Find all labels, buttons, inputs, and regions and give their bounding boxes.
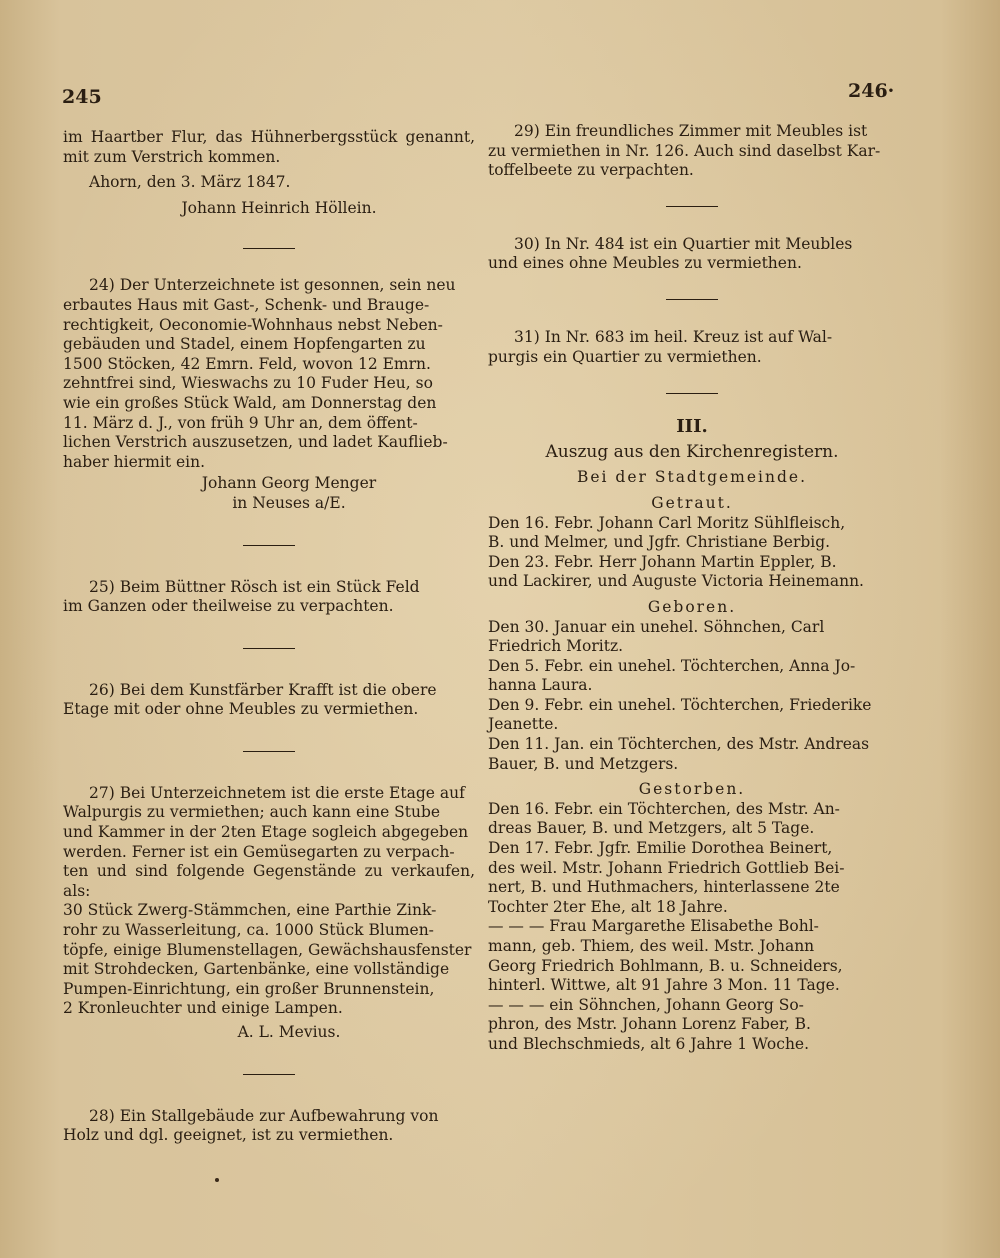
notice-line: gebäuden und Stadel, einem Hopfengarten zu xyxy=(63,335,426,354)
ink-speck xyxy=(215,1178,219,1182)
signature-menger: Johann Georg Menger xyxy=(201,474,377,493)
signature-place: in Neuses a/E. xyxy=(232,493,346,512)
notice-line: 28) Ein Stallgebäude zur Aufbewahrung von xyxy=(89,1106,439,1125)
notice-line: 31) In Nr. 683 im heil. Kreuz ist auf Wal- xyxy=(514,327,833,346)
notice-line: zu vermiethen in Nr. 126. Auch sind daselbst Kar- xyxy=(488,141,881,160)
entry-line: Den 17. Febr. Jgfr. Emilie Dorothea Beinert, xyxy=(488,839,833,858)
heading-getraut: Getraut. xyxy=(651,493,733,512)
notice-line: und eines ohne Meubles zu vermiethen. xyxy=(488,254,802,273)
birth-entry xyxy=(488,618,896,657)
entry-line: Den 30. Januar ein unehel. Söhnchen, Carl xyxy=(488,617,825,636)
entry-line: Tochter 2ter Ehe, alt 18 Jahre. xyxy=(488,897,728,916)
signature-mevius: A. L. Mevius. xyxy=(237,1023,341,1041)
entry-line: dreas Bauer, B. und Metzgers, alt 5 Tage. xyxy=(488,819,815,838)
notice-line: 30) In Nr. 484 ist ein Quartier mit Meubles xyxy=(514,234,853,253)
notice-line: rechtigkeit, Oeconomie-Wohnhaus nebst Neben- xyxy=(63,315,443,334)
notice-line: erbautes Haus mit Gast-, Schenk- und Brauge- xyxy=(63,295,430,314)
notice-line: 27) Bei Unterzeichnetem ist die erste Etage auf xyxy=(89,783,465,802)
death-entry xyxy=(488,839,896,917)
notice-line: 11. März d. J., von früh 9 Uhr an, dem öffent- xyxy=(63,413,418,432)
notice-line: Etage mit oder ohne Meubles zu vermiethen. xyxy=(63,700,419,719)
notice-line: wie ein großes Stück Wald, am Donnerstag den xyxy=(63,393,437,412)
notice-line: purgis ein Quartier zu vermiethen. xyxy=(488,347,762,366)
entry-line: Georg Friedrich Bohlmann, B. u. Schneiders, xyxy=(488,956,843,975)
notice-line: töpfe, einige Blumenstellagen, Gewächshausfenster xyxy=(63,940,472,959)
entry-line: hinterl. Wittwe, alt 91 Jahre 3 Mon. 11 Tage. xyxy=(488,976,840,995)
notice-line: haber hiermit ein. xyxy=(63,452,206,471)
intro-text: im Haartber Flur, das Hühnerbergsstück genannt, mit zum Verstrich kommen. xyxy=(63,128,475,166)
notice-26 xyxy=(63,681,475,720)
notice-line: toffelbeete zu verpachten. xyxy=(488,161,694,180)
entry-line: und Lackirer, und Auguste Victoria Heinemann. xyxy=(488,572,864,591)
separator xyxy=(63,238,475,258)
entry-line: Den 9. Febr. ein unehel. Töchterchen, Friederike xyxy=(488,695,872,714)
entry-line: — — — ein Söhnchen, Johann Georg So- xyxy=(488,995,804,1014)
separator xyxy=(63,536,475,556)
entry-line: nert, B. und Huthmachers, hinterlassene 2te xyxy=(488,878,840,897)
left-column xyxy=(63,128,475,1146)
marriage-entry xyxy=(488,514,896,553)
death-entry xyxy=(488,917,896,995)
notice-line: 29) Ein freundliches Zimmer mit Meubles ist xyxy=(514,122,868,140)
page-number-right: 246· xyxy=(848,80,895,102)
notice-line: im Ganzen oder theilweise zu verpachten. xyxy=(63,597,394,616)
notice-25 xyxy=(63,578,475,617)
birth-entry xyxy=(488,735,896,774)
notice-30 xyxy=(488,235,896,274)
page-number-left: 245 xyxy=(62,86,102,108)
notice-29 xyxy=(488,122,896,181)
notice-24 xyxy=(63,276,475,513)
separator xyxy=(488,383,896,403)
entry-line: — — — Frau Margarethe Elisabethe Bohl- xyxy=(488,917,819,936)
heading-geboren: Geboren. xyxy=(647,597,737,616)
right-column xyxy=(488,122,896,1055)
notice-27 xyxy=(63,784,475,1043)
notice-line: 2 Kronleuchter und einige Lampen. xyxy=(63,999,343,1018)
separator xyxy=(63,639,475,659)
place-date: Ahorn, den 3. März 1847. xyxy=(89,173,291,192)
notice-line: mit Strohdecken, Gartenbänke, eine vollständige xyxy=(63,960,450,979)
signature-hoellein: Johann Heinrich Höllein. xyxy=(181,198,377,217)
entry-line: Friedrich Moritz. xyxy=(488,637,624,656)
heading-gestorben: Gestorben. xyxy=(638,780,746,799)
death-entry xyxy=(488,996,896,1055)
separator xyxy=(63,1065,475,1085)
separator xyxy=(63,742,475,762)
birth-entry xyxy=(488,657,896,696)
notice-line: Pumpen-Einrichtung, ein großer Brunnenstein, xyxy=(63,979,435,998)
section-heading: Auszug aus den Kirchenregistern. xyxy=(545,441,839,462)
entry-line: Den 11. Jan. ein Töchterchen, des Mstr. Andreas xyxy=(488,735,870,754)
entry-line: Jeanette. xyxy=(488,715,559,734)
entry-line: Den 16. Febr. Johann Carl Moritz Sühlfleisch, xyxy=(488,513,846,532)
entry-line: Bauer, B. und Metzgers. xyxy=(488,754,679,773)
notice-line: werden. Ferner ist ein Gemüsegarten zu verpach- xyxy=(63,842,455,861)
entry-line: Den 16. Febr. ein Töchterchen, des Mstr. An- xyxy=(488,799,840,818)
notice-line: 30 Stück Zwerg-Stämmchen, eine Parthie Zink- xyxy=(63,901,437,920)
entry-line: des weil. Mstr. Johann Friedrich Gottlieb Bei- xyxy=(488,858,845,877)
separator xyxy=(488,197,896,217)
marriage-entry xyxy=(488,553,896,592)
entry-line: Den 23. Febr. Herr Johann Martin Eppler, B. xyxy=(488,552,837,571)
notice-31 xyxy=(488,328,896,367)
notice-line: rohr zu Wasserleitung, ca. 1000 Stück Blumen- xyxy=(63,921,434,940)
notice-line: 1500 Stöcken, 42 Emrn. Feld, wovon 12 Emrn. xyxy=(63,354,431,373)
notice-line: 25) Beim Büttner Rösch ist ein Stück Feld xyxy=(89,577,420,596)
notice-line: Walpurgis zu vermiethen; auch kann eine Stube xyxy=(63,803,441,822)
separator xyxy=(488,290,896,310)
notice-line: zehntfrei sind, Wieswachs zu 10 Fuder Heu, so xyxy=(63,374,433,393)
entry-line: B. und Melmer, und Jgfr. Christiane Berbig. xyxy=(488,533,831,552)
notice-line: ten und sind folgende Gegenstände zu verkaufen, als: xyxy=(63,862,475,900)
entry-line: mann, geb. Thiem, des weil. Mstr. Johann xyxy=(488,937,815,955)
notice-line: Holz und dgl. geeignet, ist zu vermiethen. xyxy=(63,1126,394,1145)
entry-line: phron, des Mstr. Johann Lorenz Faber, B. xyxy=(488,1015,811,1034)
notice-line: 26) Bei dem Kunstfärber Krafft ist die obere xyxy=(89,680,437,699)
entry-line: und Blechschmieds, alt 6 Jahre 1 Woche. xyxy=(488,1034,810,1053)
section-number: III. xyxy=(676,416,708,438)
notice-line: und Kammer in der 2ten Etage sogleich abgegeben xyxy=(63,823,469,842)
section-subheading: Bei der Stadtgemeinde. xyxy=(576,468,808,487)
notice-line: 24) Der Unterzeichnete ist gesonnen, sein neu xyxy=(89,276,456,295)
birth-entry xyxy=(488,696,896,735)
death-entry xyxy=(488,800,896,839)
notice-28 xyxy=(63,1107,475,1146)
entry-line: Den 5. Febr. ein unehel. Töchterchen, Anna Jo- xyxy=(488,656,856,675)
entry-line: hanna Laura. xyxy=(488,676,593,695)
notice-line: lichen Verstrich auszusetzen, und ladet Kauflieb- xyxy=(63,433,448,452)
